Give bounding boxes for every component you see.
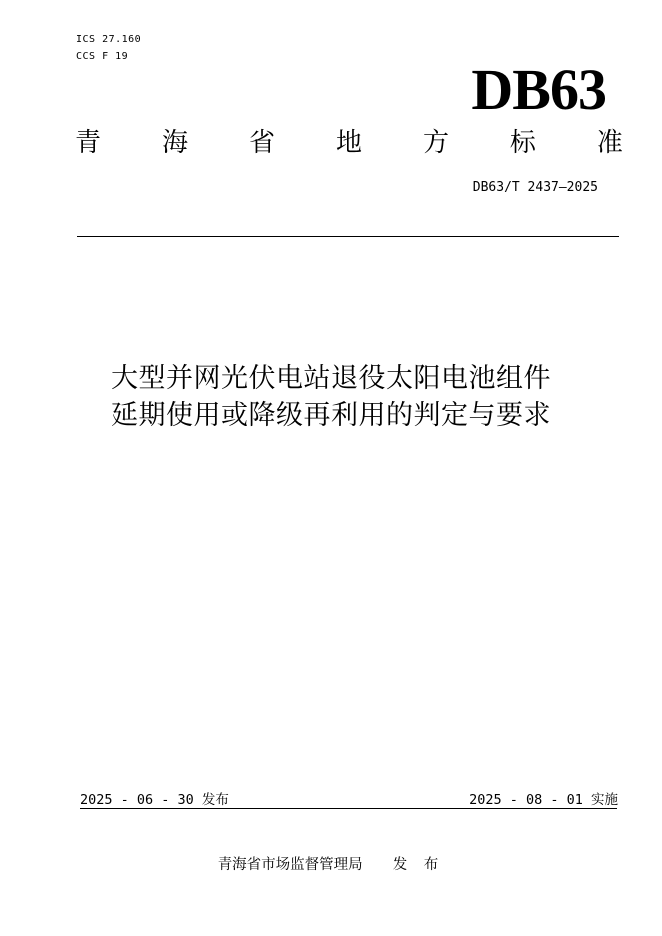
ccs-code: CCS F 19 — [76, 51, 129, 62]
publish-date: 2025 - 06 - 30 发布 — [80, 792, 229, 808]
header-divider — [77, 236, 619, 237]
implement-date: 2025 - 08 - 01 实施 — [469, 792, 618, 808]
standard-number: DB63/T 2437—2025 — [472, 180, 598, 195]
issuer-row — [0, 853, 662, 874]
title-line-2: 延期使用或降级再利用的判定与要求 — [111, 400, 551, 431]
footer-divider — [80, 808, 617, 809]
standard-type-char: 准 — [596, 128, 623, 158]
issuer-action: 发 布 — [392, 857, 445, 873]
ics-code: ICS 27.160 — [76, 34, 142, 45]
db63-logo: DB63 — [471, 57, 606, 122]
standard-type-char: 海 — [161, 128, 188, 158]
date-row — [80, 788, 618, 808]
document-title — [0, 360, 662, 434]
standard-type-char: 标 — [509, 128, 536, 158]
title-line-1: 大型并网光伏电站退役太阳电池组件 — [111, 363, 551, 394]
issuer-name: 青海省市场监督管理局 — [217, 857, 363, 873]
standard-type-char: 省 — [248, 128, 275, 158]
standard-type-char: 青 — [75, 128, 102, 158]
standard-type — [75, 126, 623, 160]
standard-type-char: 地 — [335, 128, 362, 158]
standard-type-char: 方 — [422, 128, 449, 158]
